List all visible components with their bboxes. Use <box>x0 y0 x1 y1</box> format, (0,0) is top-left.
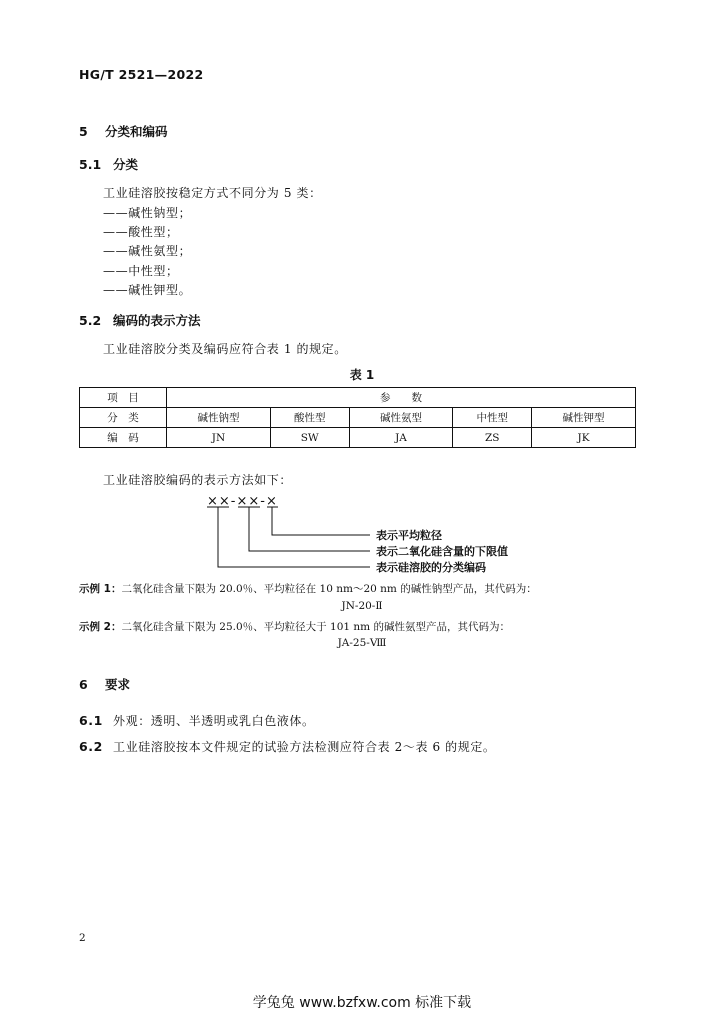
coding-method-intro: 工业硅溶胶编码的表示方法如下： <box>103 473 293 487</box>
example-2-code: JA-25-Ⅷ <box>337 637 387 649</box>
table-cell: ZS <box>453 428 532 448</box>
section-6-2 <box>79 738 496 755</box>
table-cell: 碱性氨型 <box>349 408 453 428</box>
label-silica-content: 表示二氧化硅含量的下限值 <box>376 545 508 558</box>
label-particle-size: 表示平均粒径 <box>376 529 442 542</box>
example-1-code: JN-20-Ⅱ <box>341 600 383 612</box>
section-number: 5.2 <box>79 313 102 328</box>
table-cell: SW <box>270 428 349 448</box>
example-text: 二氧化硅含量下限为 20.0％、平均粒径在 10 nm～20 nm 的碱性钠型产品，其代码为： <box>121 583 537 595</box>
list-item: ——碱性氨型； <box>103 244 192 258</box>
code-pattern: ××-××-× <box>207 494 278 509</box>
example-1 <box>79 581 537 596</box>
section-6-heading <box>79 675 130 693</box>
section-number: 5.1 <box>79 157 102 172</box>
section-title: 要求 <box>105 677 131 692</box>
coding-table-intro: 工业硅溶胶分类及编码应符合表 1 的规定。 <box>103 342 347 356</box>
section-text: 外观：透明、半透明或乳白色液体。 <box>113 714 315 728</box>
section-number: 6.2 <box>79 739 103 754</box>
section-number: 6 <box>79 677 88 692</box>
list-item: ——碱性钾型。 <box>103 283 192 297</box>
table-cell: 碱性钠型 <box>167 408 271 428</box>
list-item: ——碱性钠型； <box>103 206 192 220</box>
section-title: 分类 <box>113 157 139 172</box>
page-number: 2 <box>79 932 86 944</box>
example-label: 示例 2： <box>79 621 122 633</box>
list-item: ——酸性型； <box>103 225 179 239</box>
table-cell: 碱性钾型 <box>532 408 636 428</box>
section-title: 分类和编码 <box>105 124 168 139</box>
section-number: 6.1 <box>79 713 103 728</box>
row-label-code: 编 码 <box>80 428 167 448</box>
table-cell: JA <box>349 428 453 448</box>
header-cell-item: 项 目 <box>80 388 167 408</box>
classification-intro: 工业硅溶胶按稳定方式不同分为 5 类： <box>103 186 322 200</box>
list-item: ——中性型； <box>103 264 179 278</box>
table-caption: 表 1 <box>349 368 375 382</box>
section-number: 5 <box>79 124 88 139</box>
standard-number: HG/T 2521—2022 <box>79 67 204 82</box>
example-label: 示例 1： <box>79 583 122 595</box>
example-2 <box>79 619 510 634</box>
section-text: 工业硅溶胶按本文件规定的试验方法检测应符合表 2～表 6 的规定。 <box>113 740 496 754</box>
section-6-1 <box>79 712 315 729</box>
header-cell-param: 参 数 <box>167 388 636 408</box>
footer-watermark: 学兔兔 www.bzfxw.com 标准下载 <box>252 995 472 1011</box>
table-cell: JK <box>532 428 636 448</box>
row-label-class: 分 类 <box>80 408 167 428</box>
label-class-code: 表示硅溶胶的分类编码 <box>376 561 486 574</box>
example-text: 二氧化硅含量下限为 25.0％、平均粒径大于 101 nm 的碱性氨型产品，其代码为： <box>121 621 510 633</box>
table-cell: 酸性型 <box>270 408 349 428</box>
section-title: 编码的表示方法 <box>113 313 201 328</box>
table-cell: 中性型 <box>453 408 532 428</box>
table-cell: JN <box>167 428 271 448</box>
